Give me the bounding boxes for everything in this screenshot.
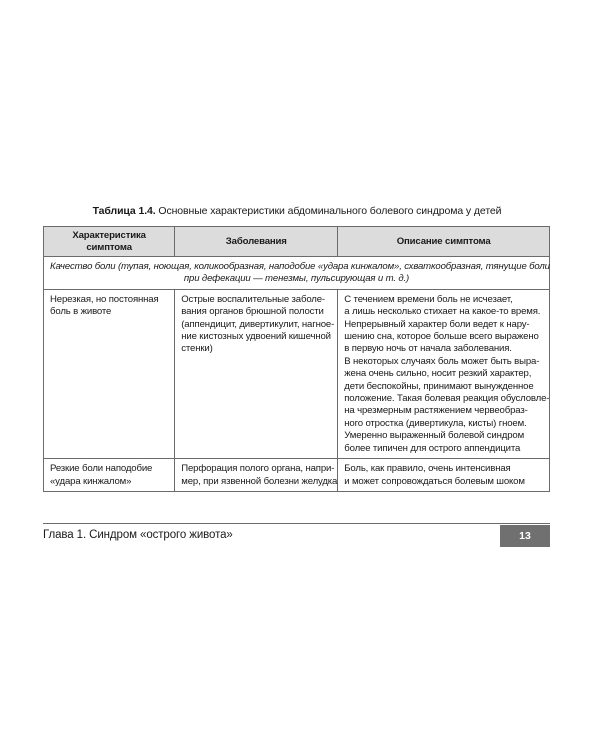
- quality-line: Качество боли (тупая, ноющая, коликообразная, наподобие «удара кинжалом», схваткообразная, тянущие боли: [50, 261, 550, 272]
- cell-line: более типичен для острого аппендицита: [344, 442, 521, 454]
- table-header-row: [44, 227, 550, 257]
- cell-line: положение. Такая болевая реакция обусловле-: [344, 393, 550, 405]
- cell-line: шению сна, которое больше всего выражено: [344, 331, 539, 343]
- cell-line: Боль, как правило, очень интенсивная: [344, 463, 511, 475]
- cell-line: Острые воспалительные заболе-: [181, 293, 325, 305]
- cell-diseases: [175, 459, 338, 492]
- cell-line: Нерезкая, но постоянная: [50, 293, 159, 305]
- header-description: [338, 227, 550, 257]
- cell-characteristic: [44, 289, 175, 458]
- cell-line: и может сопровождаться болевым шоком: [344, 475, 525, 487]
- cell-line: боль в животе: [50, 306, 112, 318]
- page-number-badge: 13: [500, 525, 550, 547]
- table-caption-text: Основные характеристики абдоминального болевого синдрома у детей: [155, 205, 502, 217]
- cell-line: мер, при язвенной болезни желудка: [181, 475, 338, 487]
- table-row: [44, 289, 550, 458]
- cell-description: [338, 459, 550, 492]
- cell-line: в первую ночь от начала заболевания.: [344, 343, 512, 355]
- cell-line: Перфорация полого органа, напри-: [181, 463, 335, 475]
- cell-line: «удара кинжалом»: [50, 475, 132, 487]
- table-caption: [43, 204, 551, 218]
- chapter-title: Глава 1. Синдром «острого живота»: [43, 529, 233, 541]
- cell-line: дети беспокойны, принимают вынужденное: [344, 380, 534, 392]
- table-row: [44, 459, 550, 492]
- header-diseases: [175, 227, 338, 257]
- cell-line: В некоторых случаях боль может быть выра-: [344, 355, 540, 367]
- cell-description: [338, 289, 550, 458]
- cell-line: ного отростка (дивертикула, кисты) гноем.: [344, 417, 527, 429]
- footer-divider: [43, 523, 550, 524]
- cell-line: С течением времени боль не исчезает,: [344, 293, 513, 305]
- header-line: Заболевания: [225, 235, 287, 247]
- header-line: Описание симптома: [396, 235, 491, 247]
- header-line: Характеристика: [72, 230, 146, 241]
- header-characteristic: [44, 227, 175, 257]
- cell-line: стенки): [181, 343, 213, 355]
- cell-line: Непрерывный характер боли ведет к нару-: [344, 318, 530, 330]
- cell-line: на чрезмерным растяжением червеобраз-: [344, 405, 528, 417]
- quality-line: при дефекации — тенезмы, пульсирующая и т. д.): [183, 273, 410, 285]
- table-caption-label: Таблица 1.4.: [92, 205, 156, 217]
- cell-diseases: [175, 289, 338, 458]
- cell-line: Резкие боли наподобие: [50, 463, 153, 475]
- header-line: симптома: [86, 241, 132, 253]
- quality-row: [44, 257, 550, 290]
- cell-line: ние кистозных удвоений кишечной: [181, 331, 331, 343]
- symptom-table: [43, 226, 550, 492]
- cell-line: жена очень сильно, носит резкий характер,: [344, 368, 532, 380]
- quality-cell: [44, 257, 550, 290]
- cell-characteristic: [44, 459, 175, 492]
- cell-line: а лишь несколько стихает на какое-то время.: [344, 306, 541, 318]
- cell-line: Умеренно выраженный болевой синдром: [344, 430, 525, 442]
- cell-line: вания органов брюшной полости: [181, 306, 324, 318]
- cell-line: (аппендицит, дивертикулит, нагное-: [181, 318, 335, 330]
